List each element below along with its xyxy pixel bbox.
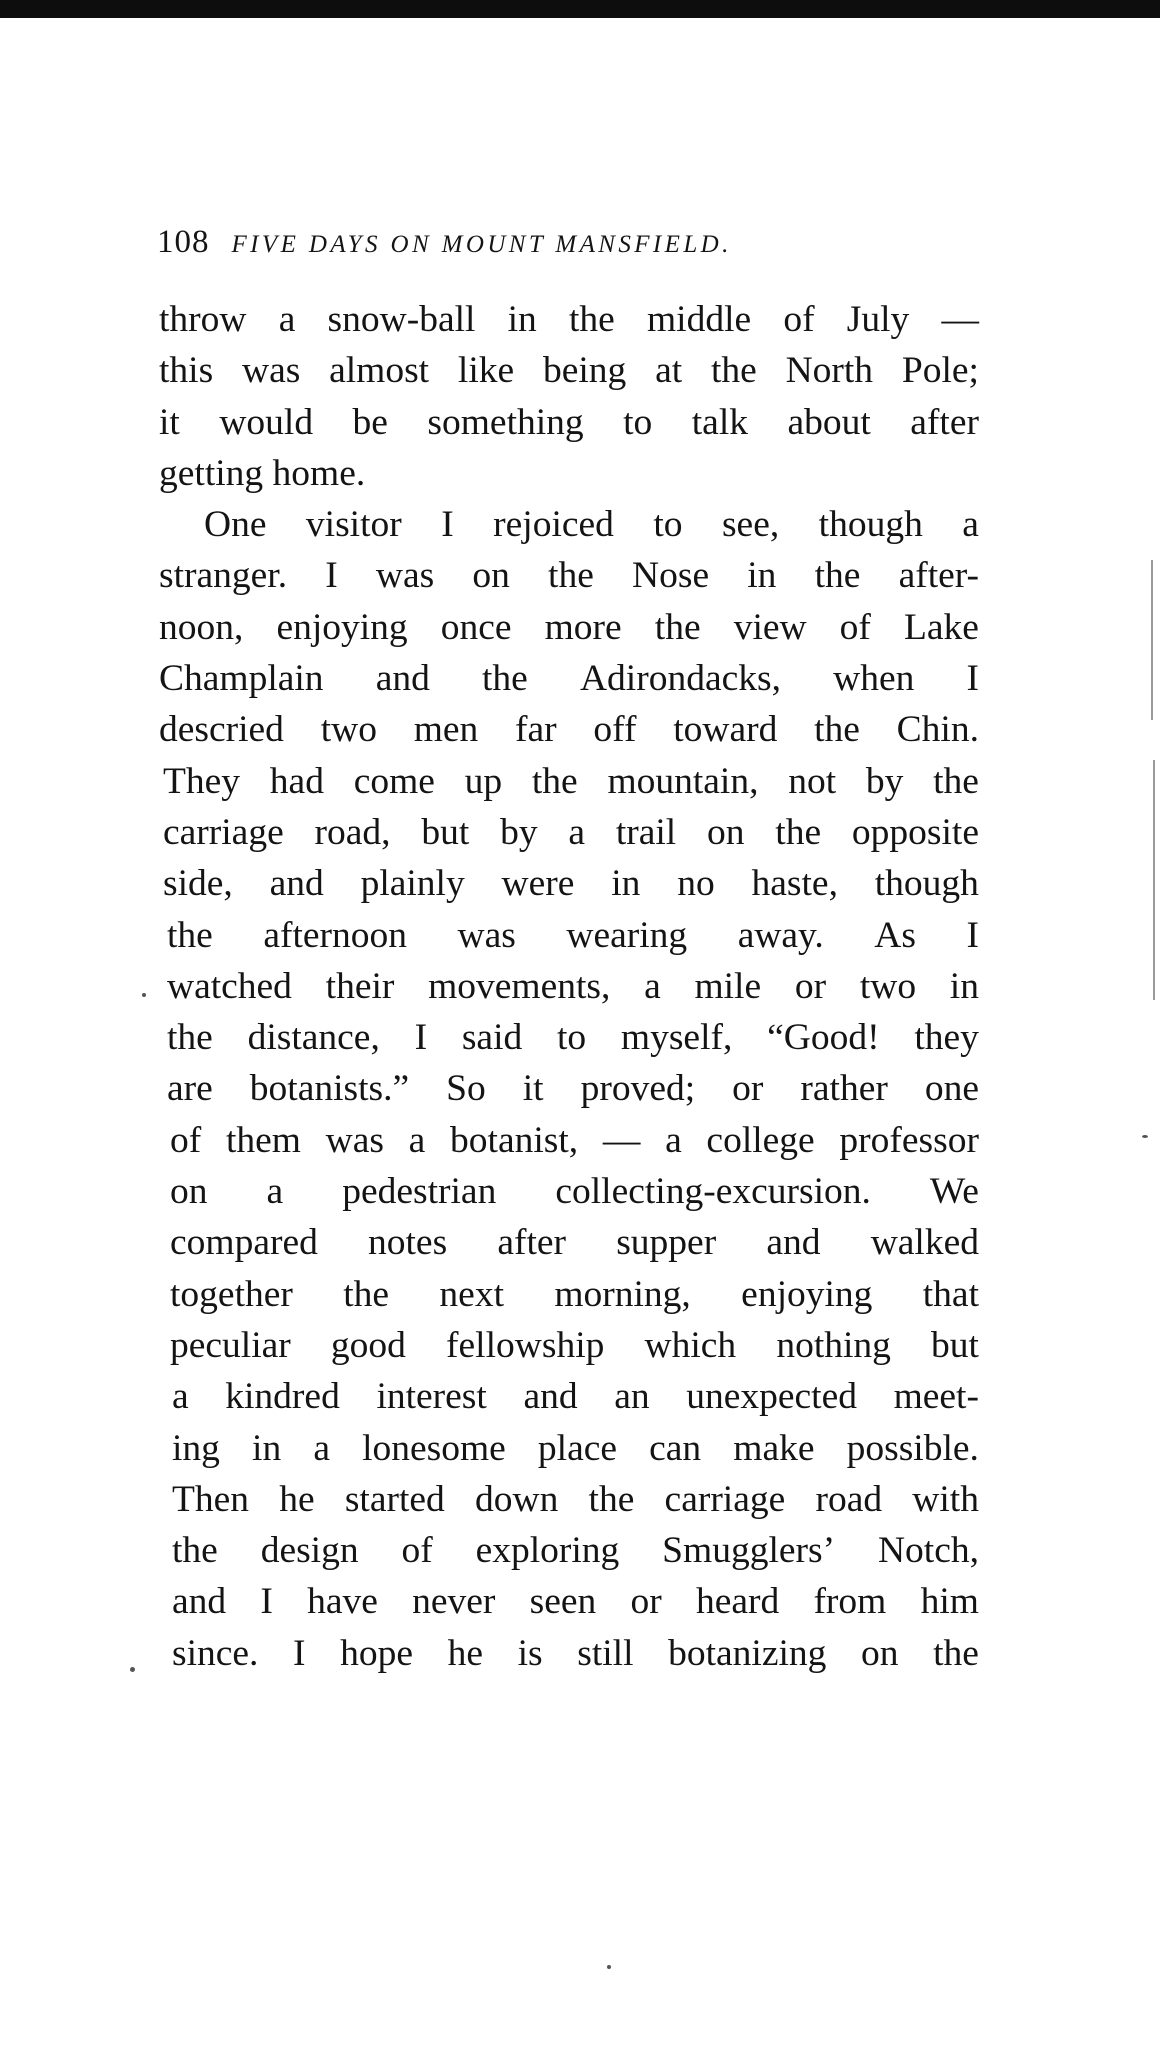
margin-speck <box>142 993 146 997</box>
text-line: of them was a botanist, — a college professor <box>170 1119 979 1161</box>
text-line: the afternoon was wearing away. As I <box>167 914 979 956</box>
text-line: ing in a lonesome place can make possible. <box>172 1427 979 1469</box>
scan-edge-mark <box>1153 760 1155 1000</box>
text-line: side, and plainly were in no haste, though <box>163 863 979 905</box>
text-line: it would be something to talk about after <box>159 401 979 443</box>
text-line: are botanists.” So it proved; or rather one <box>167 1068 979 1110</box>
text-line: throw a snow-ball in the middle of July — <box>159 299 979 340</box>
text-line: since. I hope he is still botanizing on the <box>172 1632 979 1674</box>
page-number: 108 <box>157 224 210 260</box>
text-line: and I have never seen or heard from him <box>172 1581 979 1623</box>
text-line: watched their movements, a mile or two in <box>167 965 979 1007</box>
margin-speck <box>607 1965 611 1969</box>
text-line: Then he started down the carriage road with <box>172 1478 979 1520</box>
text-line: One visitor I rejoiced to see, though a <box>204 504 979 546</box>
text-line: together the next morning, enjoying that <box>170 1273 979 1315</box>
text-line: carriage road, but by a trail on the opposite <box>163 811 979 853</box>
margin-speck <box>1142 1135 1148 1138</box>
text-line: compared notes after supper and walked <box>170 1222 979 1264</box>
text-line: the distance, I said to myself, “Good! they <box>167 1017 979 1059</box>
page-header <box>157 224 957 268</box>
scan-top-edge <box>0 0 1160 18</box>
scan-edge-mark <box>1151 560 1153 720</box>
text-line: Champlain and the Adirondacks, when I <box>159 658 979 700</box>
text-line: stranger. I was on the Nose in the after- <box>159 555 979 597</box>
text-line: this was almost like being at the North Pole; <box>159 350 979 392</box>
margin-speck <box>130 1667 135 1672</box>
text-line: the design of exploring Smugglers’ Notch, <box>172 1530 979 1572</box>
body-text <box>159 294 979 1679</box>
running-title: FIVE DAYS ON MOUNT MANSFIELD. <box>231 231 732 258</box>
text-line: on a pedestrian collecting-excursion. We <box>170 1171 979 1213</box>
text-line: getting home. <box>159 452 366 494</box>
text-line: They had come up the mountain, not by the <box>163 760 979 802</box>
text-line: a kindred interest and an unexpected meet- <box>172 1376 979 1418</box>
text-line: noon, enjoying once more the view of Lake <box>159 606 979 648</box>
text-line: descried two men far off toward the Chin. <box>159 709 979 751</box>
text-line: peculiar good fellowship which nothing but <box>170 1324 979 1366</box>
